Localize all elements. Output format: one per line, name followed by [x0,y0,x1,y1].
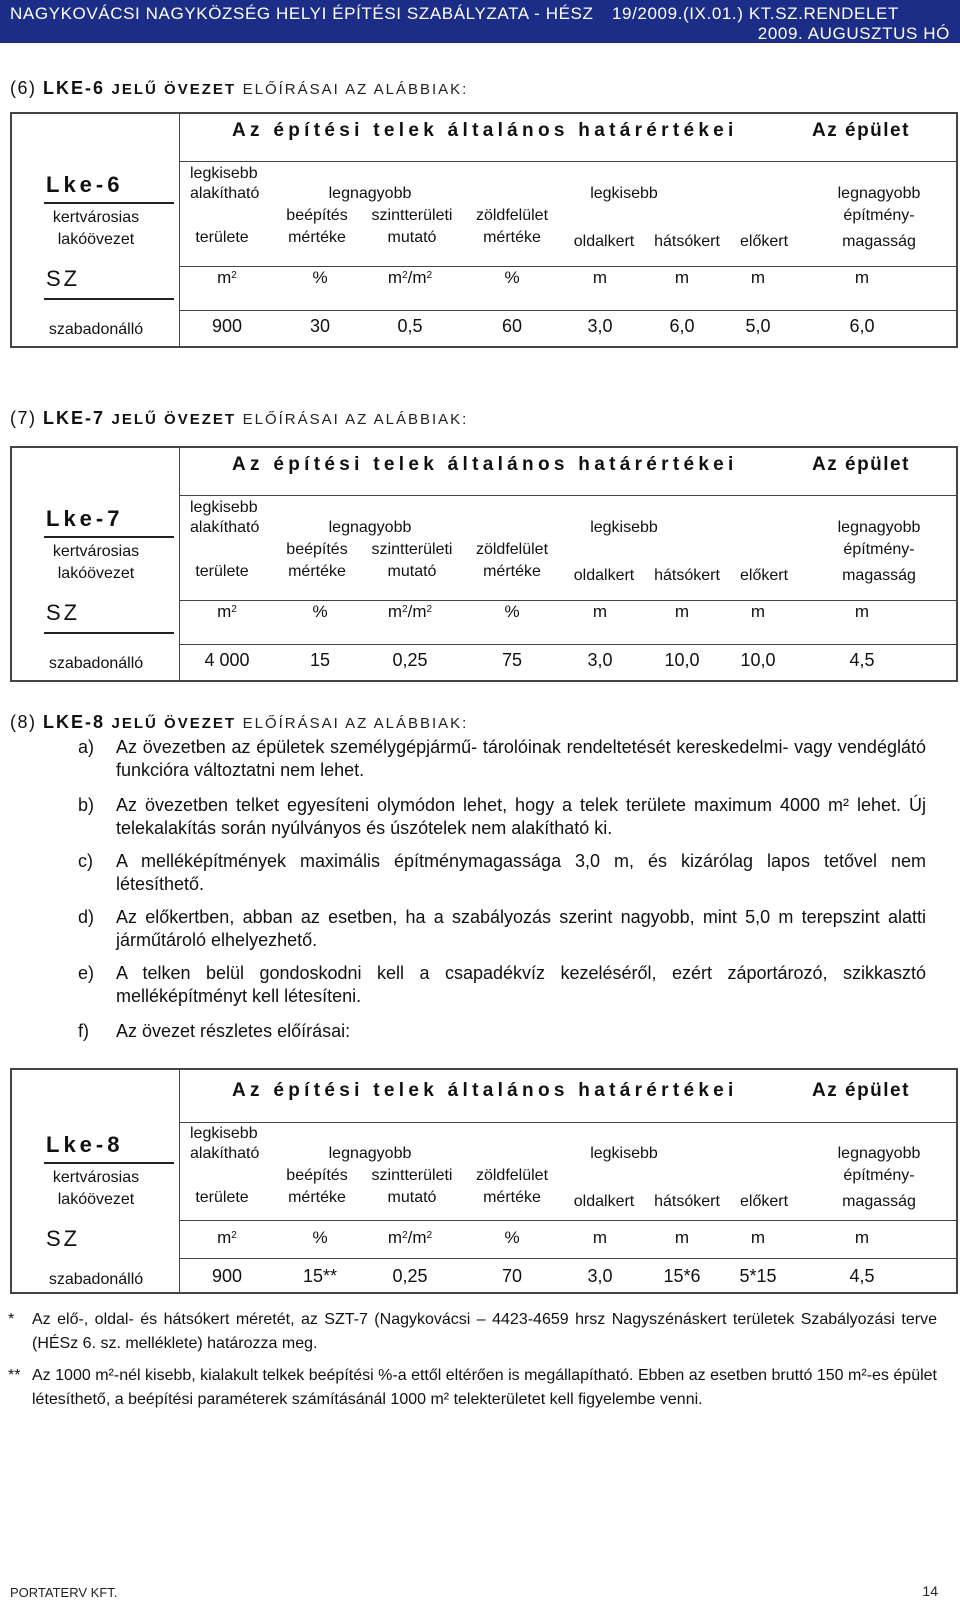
col-header: magasság [842,233,916,250]
unit-text: /m [407,602,427,621]
col-header: építmény- [843,541,915,558]
list-item-text: Az övezetben az épületek személygépjármű- tárolóinak rendeltetését kereskedelmi- vagy vendéglátó funkcióra változtatni nem lehet. [116,737,926,780]
unit-text: m [750,1228,766,1247]
unit-text: m [674,1228,690,1247]
section-code: LKE-7 [43,408,106,428]
section-number: (7) [10,408,37,428]
unit-label [504,602,519,622]
list-item-text: A melléképítmények maximális építménymagassága 3,0 m, és kizárólag lapos tetővel nem létesíthető. [116,851,926,894]
unit-label [675,1228,689,1248]
zone-type: kertvárosias [52,543,140,560]
zone-underline [44,1162,174,1164]
unit-label [751,602,765,622]
unit-label [855,1228,869,1248]
table-building-title: Az épület [812,454,910,475]
zone-sz: SZ [46,1226,81,1251]
unit-text: m [592,1228,608,1247]
unit-label [751,1228,765,1248]
col-header: legkisebb [590,519,658,536]
footer-page-number: 14 [922,1583,938,1599]
zone-mode: szabadonálló [48,655,144,672]
col-header: zöldfelület [475,1167,549,1184]
unit-label [388,268,432,288]
col-header: legnagyobb [328,1145,412,1162]
section-number: (8) [10,712,37,732]
table-rule [179,161,956,162]
section-rest: ELŐÍRÁSAI AZ ALÁBBIAK: [242,81,469,98]
col-header: területe [195,229,249,246]
header-date: 2009. AUGUSZTUS HÓ [757,24,950,43]
col-header: beépítés [286,207,348,224]
col-header: legnagyobb [837,1145,921,1162]
col-header: területe [195,1189,249,1206]
value-cell: 30 [309,316,331,336]
col-header: mutató [387,1189,437,1206]
col-header: zöldfelület [475,541,549,558]
table-rule [179,600,956,601]
col-header: legkisebb [190,499,258,516]
unit-superscript: 2 [426,1230,433,1241]
footnote-mark: ** [8,1367,21,1384]
col-header: beépítés [286,1167,348,1184]
col-header: oldalkert [573,567,635,584]
value-cell: 70 [501,1266,523,1286]
zone-mode: szabadonálló [48,1271,144,1288]
value-cell: 5*15 [739,1266,777,1286]
unit-text: m [854,1228,870,1247]
col-header: szintterületi [371,1167,453,1184]
table-building-title: Az épület [812,120,910,141]
zone-underline [44,202,174,204]
col-header: legnagyobb [328,519,412,536]
unit-superscript: 2 [231,270,237,281]
col-header: mértéke [483,229,541,246]
section-zone-label: JELŰ ÖVEZET [111,715,237,732]
unit-text: % [504,602,520,621]
value-cell: 6,0 [669,316,695,336]
zone-table [10,1068,958,1294]
unit-superscript: 2 [402,1230,408,1241]
zone-underline [44,632,174,634]
col-header: mértéke [288,1189,346,1206]
value-cell: 6,0 [849,316,875,336]
value-cell: 900 [211,316,243,336]
col-header: legkisebb [590,185,658,202]
unit-text: m [387,602,403,621]
list-item-label: d) [78,907,95,927]
section-title [10,78,468,99]
col-header: legkisebb [190,165,258,182]
unit-text: /m [407,1228,427,1247]
unit-text: % [504,268,520,287]
value-cell: 4,5 [849,650,875,670]
unit-text: m [387,268,403,287]
unit-label [675,602,689,622]
unit-label [855,268,869,288]
section-rest: ELŐÍRÁSAI AZ ALÁBBIAK: [242,715,469,732]
unit-text: % [312,268,328,287]
unit-text: m [854,268,870,287]
unit-label [312,1228,327,1248]
unit-label [217,602,237,622]
section-code: LKE-8 [43,712,106,732]
col-header: szintterületi [371,541,453,558]
table-rule [179,644,956,645]
zone-sz: SZ [46,600,81,625]
unit-text: /m [407,268,427,287]
section-code: LKE-6 [43,78,106,98]
col-header: mértéke [288,563,346,580]
zone-table [10,112,958,348]
table-rule [179,495,956,496]
unit-text: m [217,1228,232,1247]
col-header: szintterületi [371,207,453,224]
value-cell: 3,0 [587,650,613,670]
table-divider [179,114,180,346]
value-cell: 5,0 [745,316,771,336]
section-zone-label: JELŰ ÖVEZET [111,411,237,428]
zone-type: lakóövezet [57,231,135,248]
list-item-text: Az övezetben telket egyesíteni olymódon lehet, hogy a telek területe maximum 4000 m² lehet. Új telekalakítás során nyúlványos és úszótelek nem alakítható ki. [116,795,926,838]
unit-text: m [674,602,690,621]
unit-label [504,1228,519,1248]
zone-underline [44,298,174,300]
unit-superscript: 2 [231,604,237,615]
section-rest: ELŐÍRÁSAI AZ ALÁBBIAK: [242,411,469,428]
unit-label [593,602,607,622]
unit-text: m [674,268,690,287]
header-title: NAGYKOVÁCSI NAGYKÖZSÉG HELYI ÉPÍTÉSI SZABÁLYZATA - HÉSZ [10,4,594,23]
value-cell: 15 [309,650,331,670]
value-cell: 60 [501,316,523,336]
unit-label [312,268,327,288]
table-rule [179,1122,956,1123]
col-header: legnagyobb [328,185,412,202]
col-header: oldalkert [573,1193,635,1210]
zone-type: lakóövezet [57,565,135,582]
zone-code: Lke-8 [46,1132,124,1157]
zone-code: Lke-7 [46,506,124,531]
footnote-mark: * [8,1311,15,1328]
value-cell: 4 000 [204,650,250,670]
unit-label [388,1228,432,1248]
list-item-label: b) [78,795,95,815]
zone-type: lakóövezet [57,1191,135,1208]
unit-label [751,268,765,288]
col-header: előkert [739,233,789,250]
value-cell: 900 [211,1266,243,1286]
value-cell: 3,0 [587,316,613,336]
unit-label [217,268,237,288]
list-item-label: a) [78,737,95,757]
unit-text: m [750,268,766,287]
col-header: legnagyobb [837,519,921,536]
col-header: hátsókert [654,233,720,250]
table-rule [179,266,956,267]
col-header: legnagyobb [837,185,921,202]
list-item-text: Az előkertben, abban az esetben, ha a szabályozás szerint nagyobb, mint 5,0 m terepszint alatti járműtároló elhelyezhető. [116,907,926,950]
col-header: építmény- [843,1167,915,1184]
list-item-label: e) [78,963,95,983]
table-rule [179,1258,956,1259]
zone-mode: szabadonálló [48,321,144,338]
table-rule [179,310,956,311]
section-zone-label: JELŰ ÖVEZET [111,81,237,98]
value-cell: 4,5 [849,1266,875,1286]
table-building-title: Az épület [812,1080,910,1101]
zone-sz: SZ [46,266,81,291]
col-header: magasság [842,1193,916,1210]
col-header: mutató [387,229,437,246]
unit-superscript: 2 [231,1230,237,1241]
list-item-text: Az övezet részletes előírásai: [116,1021,351,1041]
table-group-title: Az építési telek általános határértékei [232,1080,738,1101]
unit-superscript: 2 [402,604,408,615]
col-header: építmény- [843,207,915,224]
col-header: legkisebb [590,1145,658,1162]
unit-label [388,602,432,622]
table-group-title: Az építési telek általános határértékei [232,454,738,475]
list-item-label: f) [78,1021,89,1041]
value-cell: 15** [302,1266,338,1286]
unit-text: m [592,268,608,287]
zone-table [10,446,958,682]
unit-text: % [312,602,328,621]
unit-label [675,268,689,288]
unit-text: m [217,268,232,287]
unit-text: % [312,1228,328,1247]
unit-text: % [504,1228,520,1247]
col-header: beépítés [286,541,348,558]
list-item-label: c) [78,851,93,871]
col-header: mértéke [483,1189,541,1206]
value-cell: 0,25 [392,1266,428,1286]
footer-company: PORTATERV KFT. [10,1585,118,1600]
zone-code: Lke-6 [46,172,124,197]
unit-superscript: 2 [426,270,433,281]
unit-text: m [592,602,608,621]
col-header: legkisebb [190,1125,258,1142]
col-header: oldalkert [573,233,635,250]
value-cell: 0,5 [397,316,423,336]
col-header: területe [195,563,249,580]
value-cell: 75 [501,650,523,670]
value-cell: 10,0 [664,650,700,670]
col-header: alakítható [190,519,260,536]
section-number: (6) [10,78,37,98]
value-cell: 3,0 [587,1266,613,1286]
unit-superscript: 2 [426,604,433,615]
unit-label [312,602,327,622]
footnote-text: Az 1000 m²-nél kisebb, kialakult telkek beépítési %-a ettől eltérően is megállapítható. Ebben az esetben bruttó 150 m²-es épület létesíthető, a beépítési paraméterek számításánál 1000 m² telekterületet kell figyelembe venni. [32,1367,937,1408]
unit-text: m [854,602,870,621]
table-group-title: Az építési telek általános határértékei [232,120,738,141]
unit-label [855,602,869,622]
header-decree: 19/2009.(IX.01.) KT.SZ.RENDELET [612,4,899,23]
col-header: mutató [387,563,437,580]
section-title [10,408,468,429]
col-header: alakítható [190,1145,260,1162]
col-header: előkert [739,567,789,584]
list-item-text: A telken belül gondoskodni kell a csapadékvíz kezeléséről, ezért záportározó, szikkasztó melléképítményt kell létesíteni. [116,963,926,1006]
unit-text: m [750,602,766,621]
zone-type: kertvárosias [52,209,140,226]
page-header [0,0,960,43]
col-header: előkert [739,1193,789,1210]
col-header: zöldfelület [475,207,549,224]
col-header: hátsókert [654,1193,720,1210]
col-header: mértéke [483,563,541,580]
unit-text: m [387,1228,403,1247]
section-title [10,712,468,733]
footnote-text: Az elő-, oldal- és hátsókert méretét, az SZT-7 (Nagykovácsi – 4423-4659 hrsz Nagyszénáskert területek Szabályozási terve (HÉSz 6. sz. melléklete) határozza meg. [32,1311,937,1352]
unit-label [593,1228,607,1248]
table-divider [179,448,180,680]
table-rule [179,1220,956,1221]
zone-type: kertvárosias [52,1169,140,1186]
value-cell: 0,25 [392,650,428,670]
col-header: hátsókert [654,567,720,584]
unit-label [593,268,607,288]
col-header: mértéke [288,229,346,246]
unit-text: m [217,602,232,621]
unit-superscript: 2 [402,270,408,281]
zone-underline [44,536,174,538]
value-cell: 15*6 [663,1266,701,1286]
value-cell: 10,0 [740,650,776,670]
col-header: magasság [842,567,916,584]
col-header: alakítható [190,185,260,202]
unit-label [504,268,519,288]
unit-label [217,1228,237,1248]
